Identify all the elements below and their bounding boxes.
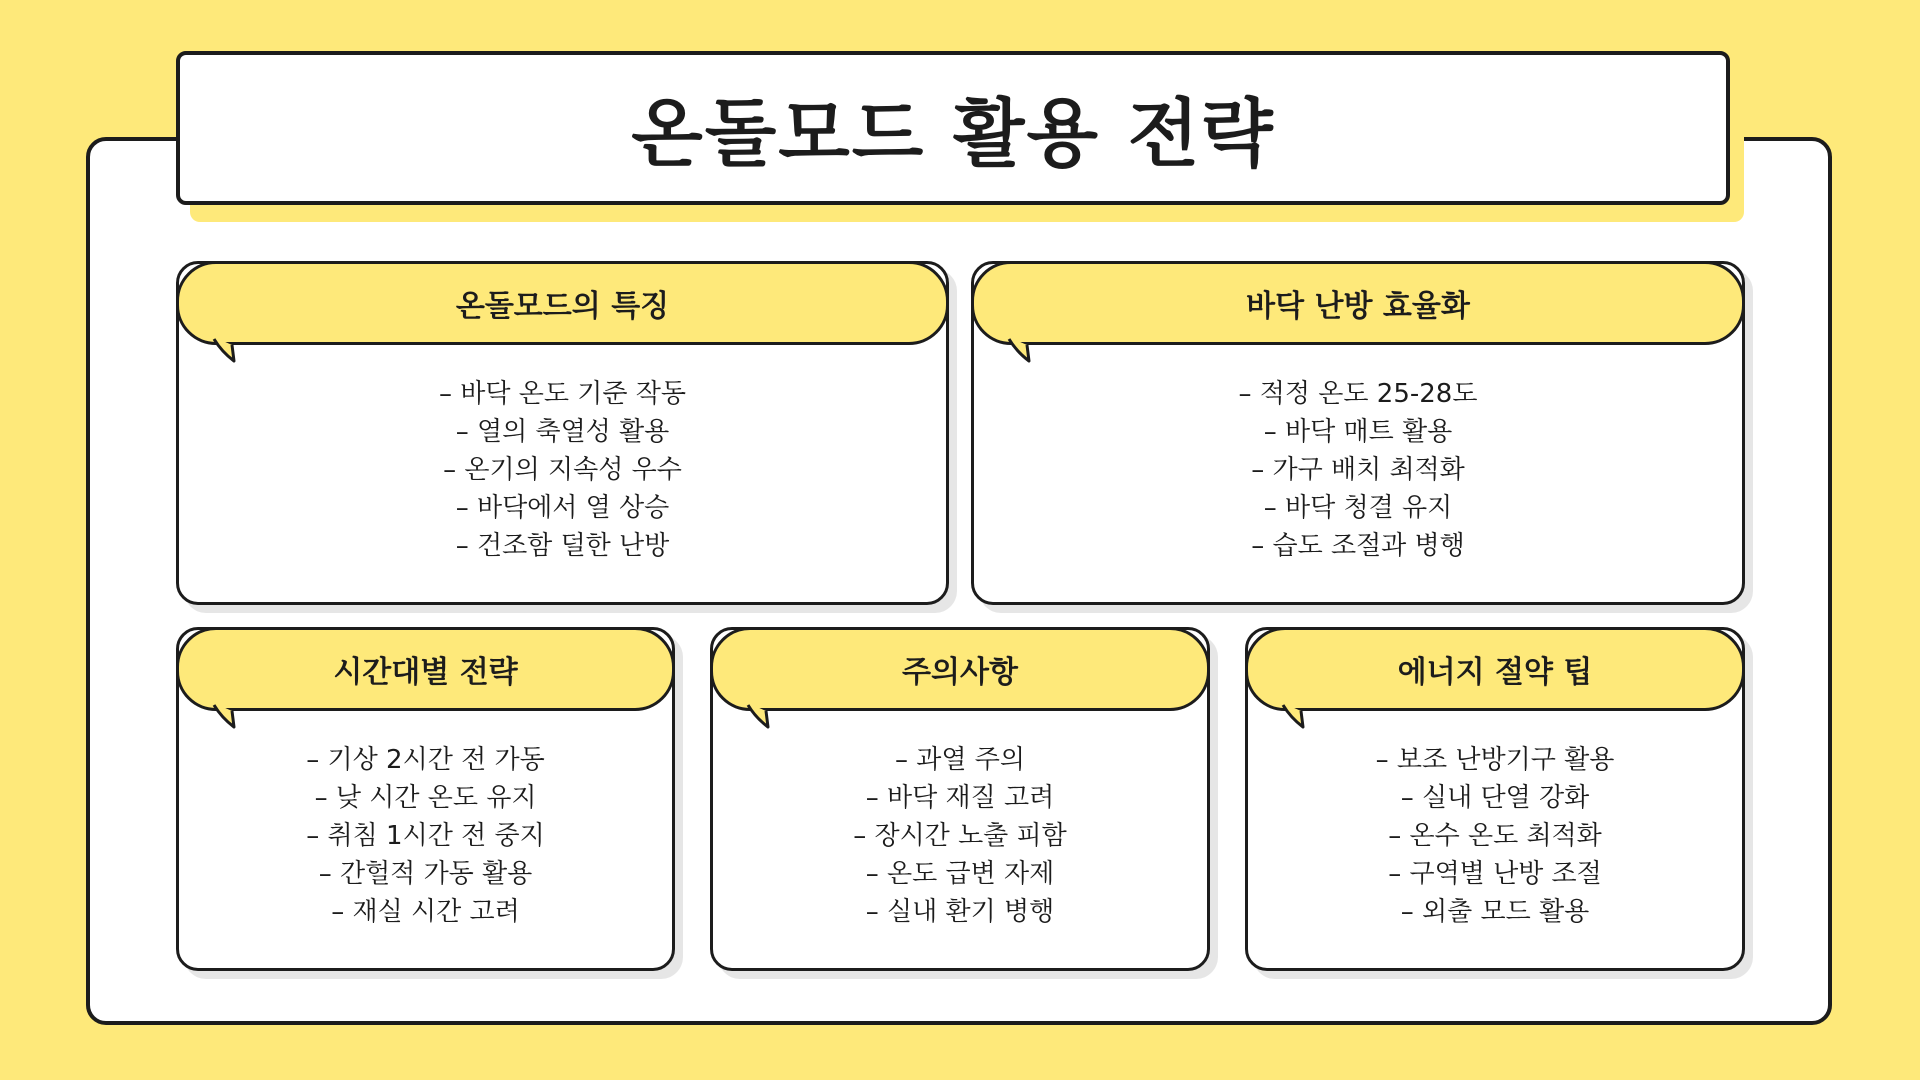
speech-tail-icon xyxy=(746,703,786,733)
list-item: – 바닥 청결 유지 xyxy=(1263,493,1453,523)
card-title: 시간대별 전략 xyxy=(333,655,518,690)
page-title: 온돌모드 활용 전략 xyxy=(631,91,1275,177)
card-list xyxy=(176,375,949,565)
list-item: – 온도 급변 자제 xyxy=(865,859,1055,889)
list-item: – 외출 모드 활용 xyxy=(1400,897,1590,927)
card-time-strategy xyxy=(176,627,675,971)
list-item: – 취침 1시간 전 중지 xyxy=(306,821,545,851)
speech-tail-icon xyxy=(212,703,252,733)
list-item: – 재실 시간 고려 xyxy=(331,897,520,927)
list-item: – 바닥 매트 활용 xyxy=(1263,417,1453,447)
card-list xyxy=(176,741,675,931)
card-list xyxy=(1245,741,1745,931)
list-item: – 열의 축열성 활용 xyxy=(455,417,670,447)
card-precautions xyxy=(710,627,1210,971)
list-item: – 과열 주의 xyxy=(895,745,1025,775)
list-item: – 온수 온도 최적화 xyxy=(1388,821,1602,851)
speech-tail-icon xyxy=(212,337,252,367)
list-item: – 건조함 덜한 난방 xyxy=(455,531,670,561)
card-ondol-features xyxy=(176,261,949,605)
list-item: – 기상 2시간 전 가동 xyxy=(306,745,545,775)
title-box xyxy=(176,51,1730,205)
card-floor-heating xyxy=(971,261,1745,605)
card-header xyxy=(176,261,949,345)
list-item: – 바닥 재질 고려 xyxy=(865,783,1055,813)
list-item: – 바닥에서 열 상승 xyxy=(455,493,670,523)
card-header xyxy=(971,261,1745,345)
list-item: – 적정 온도 25-28도 xyxy=(1238,379,1478,409)
list-item: – 바닥 온도 기준 작동 xyxy=(439,379,686,409)
list-item: – 가구 배치 최적화 xyxy=(1251,455,1465,485)
list-item: – 실내 단열 강화 xyxy=(1400,783,1590,813)
speech-tail-icon xyxy=(1007,337,1047,367)
list-item: – 간헐적 가동 활용 xyxy=(318,859,533,889)
card-header xyxy=(176,627,675,711)
card-header xyxy=(710,627,1210,711)
speech-tail-icon xyxy=(1281,703,1321,733)
list-item: – 낮 시간 온도 유지 xyxy=(314,783,537,813)
card-title: 바닥 난방 효율화 xyxy=(1246,289,1470,324)
list-item: – 습도 조절과 병행 xyxy=(1251,531,1465,561)
card-list xyxy=(710,741,1210,931)
card-energy-tips xyxy=(1245,627,1745,971)
list-item: – 보조 난방기구 활용 xyxy=(1375,745,1615,775)
list-item: – 실내 환기 병행 xyxy=(865,897,1055,927)
list-item: – 구역별 난방 조절 xyxy=(1388,859,1602,889)
card-header xyxy=(1245,627,1745,711)
card-title: 에너지 절약 팁 xyxy=(1397,655,1593,690)
card-title: 주의사항 xyxy=(902,655,1018,690)
card-list xyxy=(971,375,1745,565)
card-title: 온돌모드의 특징 xyxy=(455,289,670,324)
list-item: – 장시간 노출 피함 xyxy=(853,821,1067,851)
list-item: – 온기의 지속성 우수 xyxy=(443,455,682,485)
